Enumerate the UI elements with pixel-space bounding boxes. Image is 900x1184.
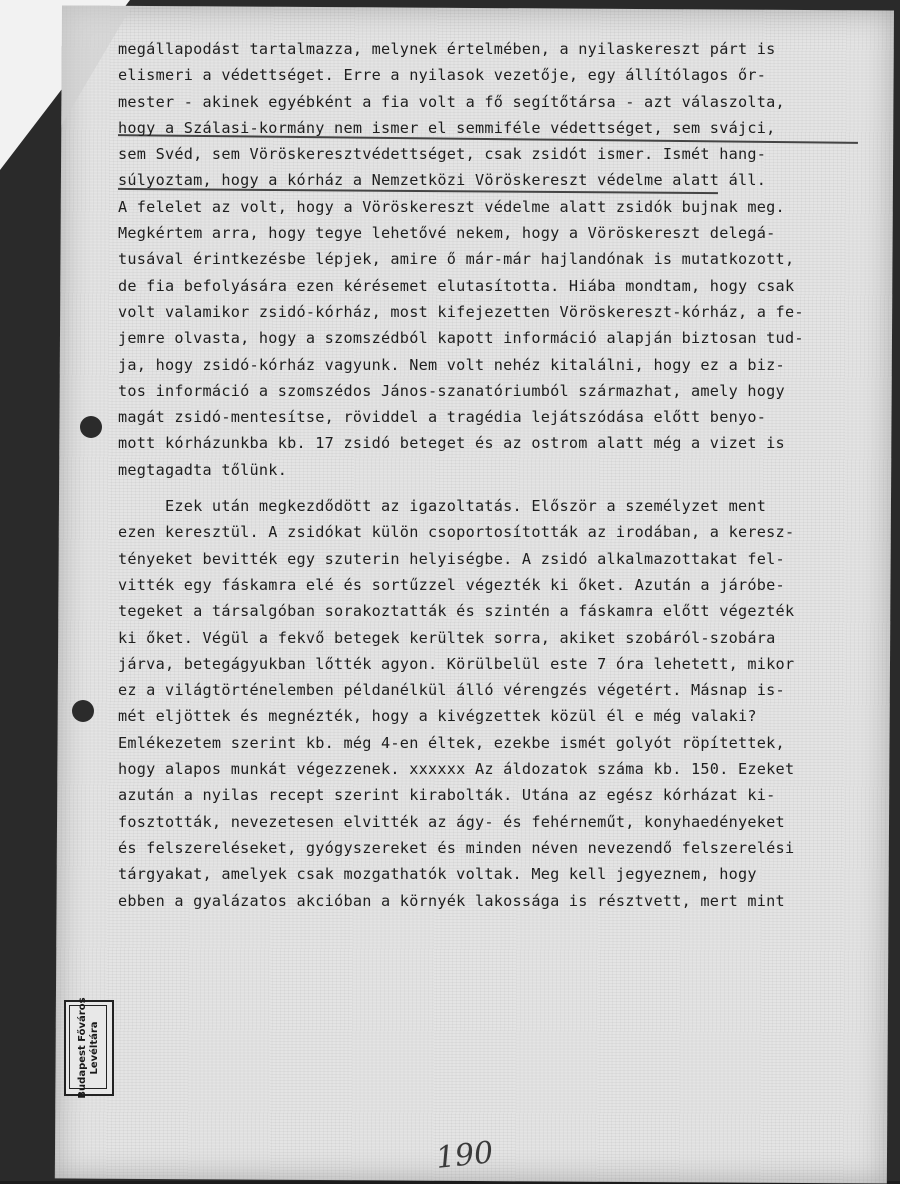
handwritten-page-number: 190 [434, 1135, 495, 1176]
text-line: tényeket bevitték egy szuterin helyiségbe. A zsidó alkalmazottakat fel- [118, 549, 785, 568]
text-line: ja, hogy zsidó-kórház vagyunk. Nem volt nehéz kitalálni, hogy ez a biz- [118, 355, 785, 374]
punch-hole [72, 700, 94, 722]
text-line: vitték egy fáskamra elé és sortűzzel végezték ki őket. Azután a járóbe- [118, 575, 785, 594]
text-line: A felelet az volt, hogy a Vöröskereszt védelme alatt zsidók bujnak meg. [118, 197, 785, 216]
text-line: mester - akinek egyébként a fia volt a fő segítőtársa - azt válaszolta, [118, 92, 785, 111]
text-line: súlyoztam, hogy a kórház a Nemzetközi Vöröskereszt védelme alatt áll. [118, 171, 767, 190]
paragraph-gap [118, 483, 878, 493]
punch-hole [80, 416, 102, 438]
text-line: Ezek után megkezdődött az igazoltatás. Először a személyzet ment [118, 497, 767, 516]
text-line: tárgyakat, amelyek csak mozgathatók voltak. Meg kell jegyeznem, hogy [118, 865, 757, 884]
text-line: ebben a gyalázatos akcióban a környék lakossága is résztvett, mert mint [118, 891, 785, 910]
text-line: sem Svéd, sem Vöröskeresztvédettséget, csak zsidót ismer. Ismét hang- [118, 145, 767, 164]
text-line: ez a világtörténelemben példanélkül álló vérengzés végetért. Másnap is- [118, 681, 785, 700]
typewritten-text [118, 36, 878, 914]
text-line: ki őket. Végül a fekvő betegek kerültek sorra, akiket szobáról-szobára [118, 628, 776, 647]
text-line: jemre olvasta, hogy a szomszédból kapott információ alapján biztosan tud- [118, 329, 804, 348]
text-line: mott kórházunkba kb. 17 zsidó beteget és az ostrom alatt még a vizet is [118, 434, 785, 453]
text-line: járva, betegágyukban lőtték agyon. Körülbelül este 7 óra lehetett, mikor [118, 654, 795, 673]
text-line: mét eljöttek és megnézték, hogy a kivégzettek közül él e még valaki? [118, 707, 757, 726]
text-line: hogy a Szálasi-kormány nem ismer el semmiféle védettséget, sem svájci, [118, 118, 776, 137]
text-line: tos információ a szomszédos János-szanatóriumból származhat, amely hogy [118, 381, 785, 400]
text-line: volt valamikor zsidó-kórház, most kifejezetten Vöröskereszt-kórház, a fe- [118, 302, 804, 321]
text-line: megállapodást tartalmazza, melynek értelmében, a nyilaskereszt párt is [118, 40, 776, 58]
archive-stamp [64, 997, 114, 1099]
text-line: Emlékezetem szerint kb. még 4-en éltek, ezekbe ismét golyót röpítettek, [118, 733, 785, 752]
text-line: magát zsidó-mentesítse, röviddel a tragédia lejátszódása előtt benyo- [118, 408, 767, 427]
text-line: megtagadta tőlünk. [118, 460, 288, 479]
text-line: fosztották, nevezetesen elvitték az ágy- és fehérneműt, konyhaedényeket [118, 812, 785, 831]
text-line: és felszereléseket, gyógyszereket és minden néven nevezendő felszerelési [118, 838, 795, 857]
text-line: Megkértem arra, hogy tegye lehetővé nekem, hogy a Vöröskereszt delegá- [118, 224, 776, 243]
text-line: elismeri a védettséget. Erre a nyilasok vezetője, egy állítólagos őr- [118, 66, 767, 85]
text-line: hogy alapos munkát végezzenek. xxxxxx Az áldozatok száma kb. 150. Ezeket [118, 760, 795, 779]
text-line: tegeket a társalgóban sorakoztatták és szintén a fáskamra előtt végezték [118, 602, 795, 621]
text-line: de fia befolyására ezen kérésemet elutasította. Hiába mondtam, hogy csak [118, 276, 795, 295]
text-line: ezen keresztül. A zsidókat külön csoportosították az irodában, a keresz- [118, 523, 795, 542]
text-line: tusával érintkezésbe lépjek, amire ő már-már hajlandónak is mutatkozott, [118, 250, 795, 269]
text-line: azután a nyilas recept szerint kirabolták. Utána az egész kórházat ki- [118, 786, 776, 805]
stamp-text: Budapest Főváros Levéltára [77, 997, 100, 1099]
